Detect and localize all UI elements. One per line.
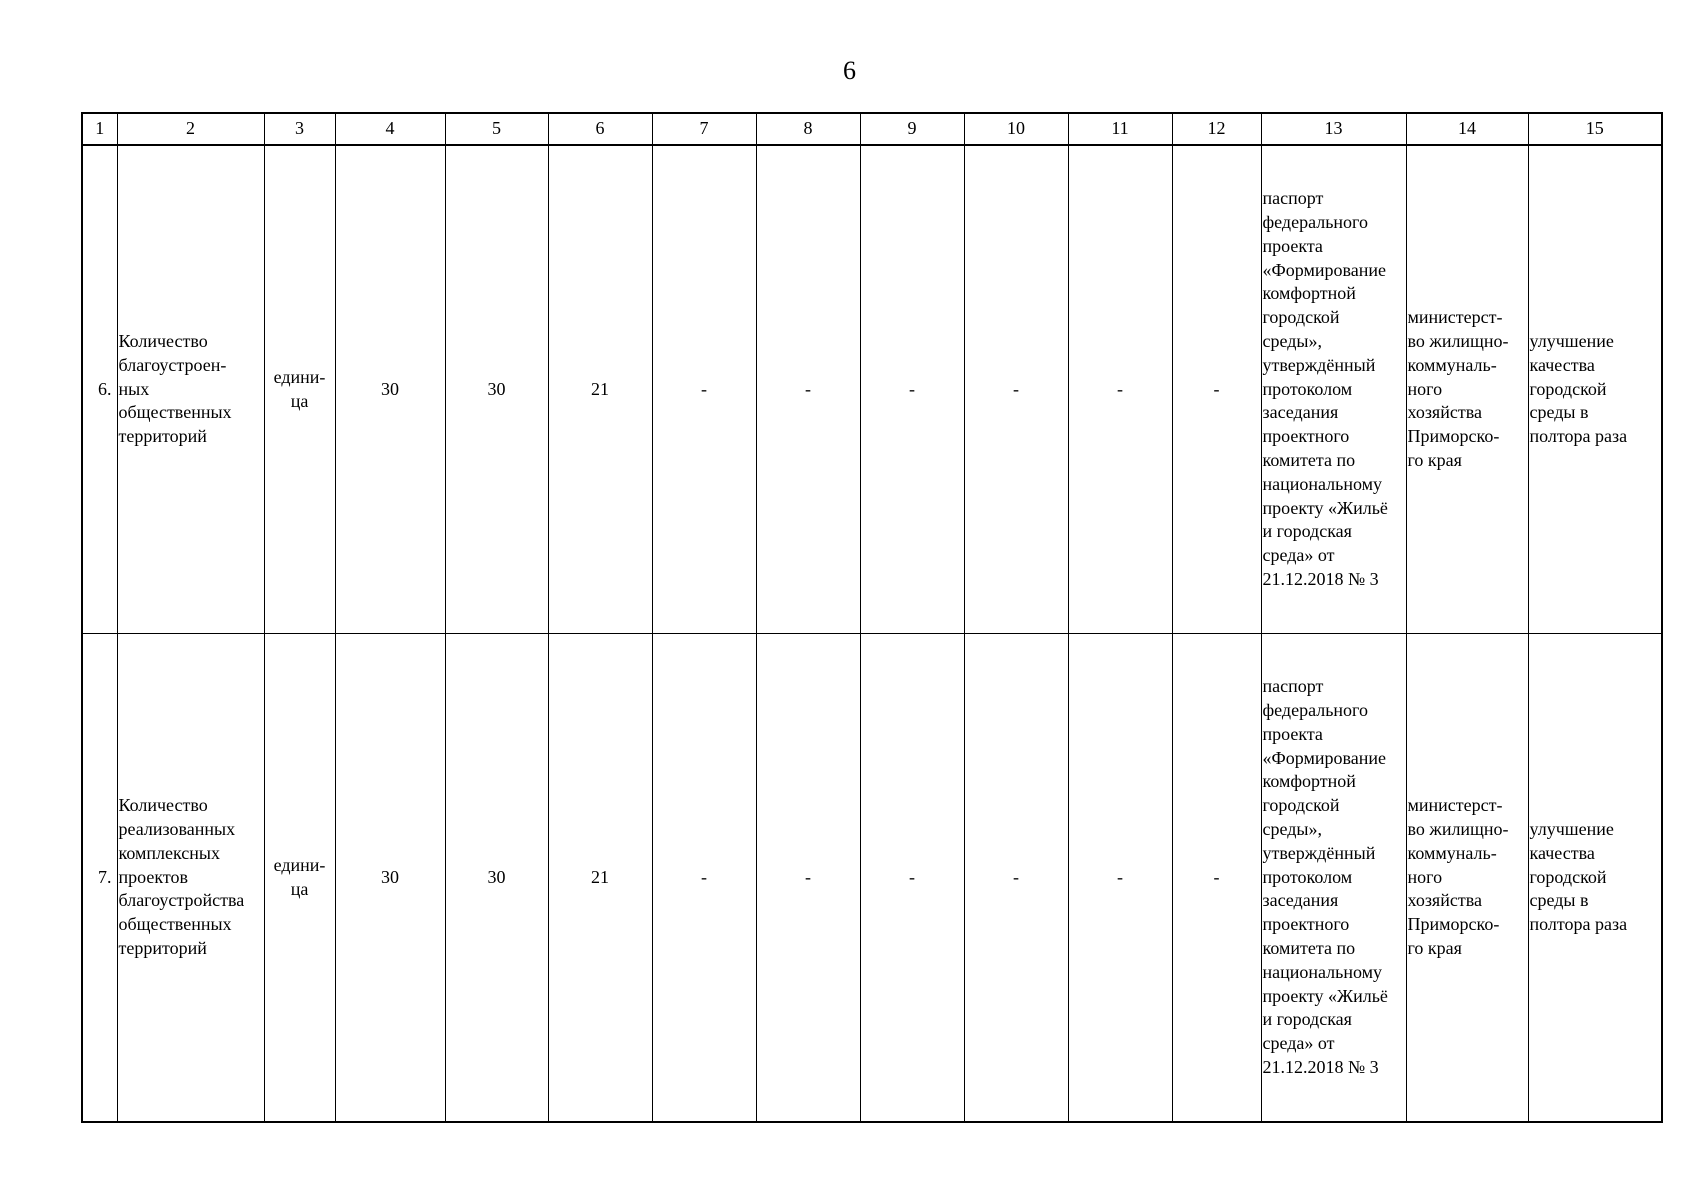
header-cell: 6 [548, 113, 652, 145]
responsible-cell [1406, 145, 1528, 634]
value-col-10: - [964, 145, 1068, 634]
header-cell: 7 [652, 113, 756, 145]
header-cell: 4 [335, 113, 445, 145]
table-row [82, 634, 1662, 1123]
indicator-name [117, 145, 264, 634]
value-col-11: - [1068, 634, 1172, 1123]
value-col-11: - [1068, 145, 1172, 634]
header-cell: 15 [1528, 113, 1662, 145]
result-cell [1528, 145, 1662, 634]
responsible-text: министерст- во жилищно- коммуналь- ного хозяйства Приморско- го края [1407, 307, 1509, 470]
basis-cell [1261, 634, 1406, 1123]
indicators-table [81, 112, 1663, 1123]
value-col-7: - [652, 145, 756, 634]
value-col-10: - [964, 634, 1068, 1123]
header-cell: 5 [445, 113, 548, 145]
unit-text: едини- ца [273, 854, 326, 899]
indicator-text: Количество благоустроен- ных общественных территорий [118, 331, 232, 447]
responsible-cell [1406, 634, 1528, 1123]
header-cell: 11 [1068, 113, 1172, 145]
indicator-name [117, 634, 264, 1123]
unit-text: едини- ца [273, 366, 326, 411]
basis-cell [1261, 145, 1406, 634]
value-col-6: 21 [548, 145, 652, 634]
value-col-5: 30 [445, 634, 548, 1123]
value-col-5: 30 [445, 145, 548, 634]
table-header-row [82, 113, 1662, 145]
value-col-6: 21 [548, 634, 652, 1123]
value-col-9: - [860, 145, 964, 634]
header-cell: 9 [860, 113, 964, 145]
unit-cell [264, 634, 335, 1123]
header-cell: 10 [964, 113, 1068, 145]
header-cell: 14 [1406, 113, 1528, 145]
value-col-12: - [1172, 145, 1261, 634]
header-cell: 1 [82, 113, 117, 145]
table-row [82, 145, 1662, 634]
unit-cell [264, 145, 335, 634]
value-col-8: - [756, 145, 860, 634]
header-cell: 12 [1172, 113, 1261, 145]
basis-text: паспорт федерального проекта «Формирование комфортной городской среды», утверждённый протоколом заседания проектного комитета по национальному проекту «Жильё и городская среда» от 21.12.2018 № 3 [1262, 188, 1388, 589]
value-col-4: 30 [335, 145, 445, 634]
basis-text: паспорт федерального проекта «Формирование комфортной городской среды», утверждённый протоколом заседания проектного комитета по национальному проекту «Жильё и городская среда» от 21.12.2018 № 3 [1262, 676, 1388, 1077]
row-number: 6. [82, 145, 117, 634]
value-col-9: - [860, 634, 964, 1123]
result-cell [1528, 634, 1662, 1123]
value-col-8: - [756, 634, 860, 1123]
result-text: улучшение качества городской среды в полтора раза [1529, 331, 1628, 447]
header-cell: 3 [264, 113, 335, 145]
value-col-4: 30 [335, 634, 445, 1123]
page-number: 6 [843, 56, 856, 85]
indicator-text: Количество реализованных комплексных проектов благоустройства общественных территорий [118, 795, 245, 958]
header-cell: 2 [117, 113, 264, 145]
value-col-7: - [652, 634, 756, 1123]
responsible-text: министерст- во жилищно- коммуналь- ного хозяйства Приморско- го края [1407, 795, 1509, 958]
result-text: улучшение качества городской среды в полтора раза [1529, 819, 1628, 935]
row-number: 7. [82, 634, 117, 1123]
value-col-12: - [1172, 634, 1261, 1123]
header-cell: 8 [756, 113, 860, 145]
header-cell: 13 [1261, 113, 1406, 145]
